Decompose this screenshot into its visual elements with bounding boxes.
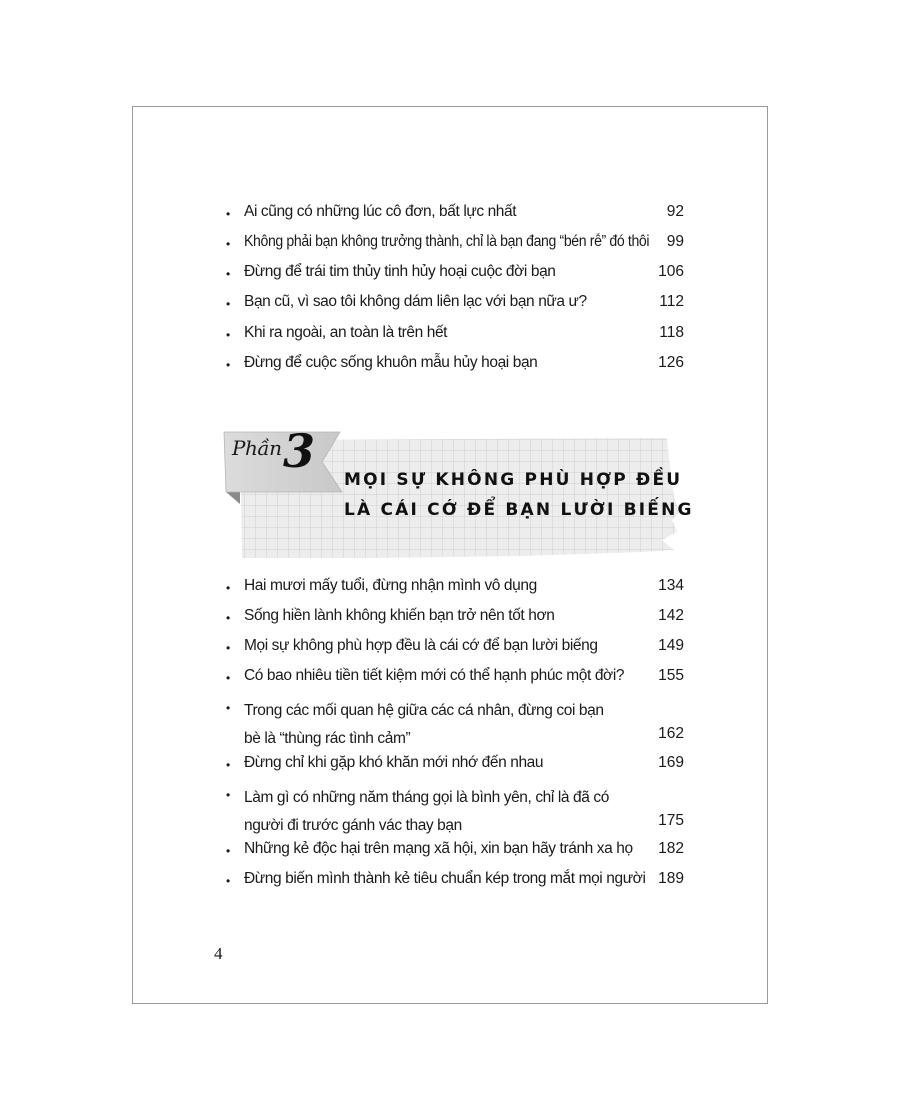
toc-item-title: Không phải bạn không trưởng thành, chỉ là bạn đang “bén rễ” đó thôi: [244, 233, 650, 250]
bullet-icon: •: [226, 328, 231, 342]
toc-item-page: 106: [658, 263, 684, 280]
toc-item-title: Bạn cũ, vì sao tôi không dám liên lạc với bạn nữa ư?: [244, 293, 587, 310]
toc-item-title: Trong các mối quan hệ giữa các cá nhân, đừng coi bạn bè là “thùng rác tình cảm”: [244, 702, 604, 747]
toc-item-title: Đừng để cuộc sống khuôn mẫu hủy hoại bạn: [244, 354, 538, 371]
toc-item-page: 175: [658, 812, 684, 829]
part-title-line2: LÀ CÁI CỚ ĐỂ BẠN LƯỜI BIẾNG: [344, 500, 694, 520]
toc-item: [226, 838, 686, 866]
bullet-icon: •: [226, 874, 231, 888]
bullet-icon: •: [226, 358, 231, 372]
part-label: Phần: [232, 436, 282, 460]
toc-item: [226, 665, 686, 693]
part-number: 3: [283, 424, 316, 478]
page-number: 4: [214, 944, 223, 963]
toc-item-title: Làm gì có những năm tháng gọi là bình yên, chỉ là đã có người đi trước gánh vác thay bạn: [244, 789, 609, 834]
toc-item: [226, 605, 686, 633]
toc-item: [226, 695, 686, 753]
toc-item-title: Sống hiền lành không khiến bạn trở nên tốt hơn: [244, 607, 555, 624]
toc-item-page: 92: [666, 203, 684, 220]
toc-item: [226, 782, 686, 840]
toc-item: [226, 322, 686, 350]
bullet-icon: •: [226, 207, 231, 221]
toc-item: [226, 635, 686, 663]
bullet-icon: •: [226, 701, 231, 715]
toc-item-title: Khi ra ngoài, an toàn là trên hết: [244, 324, 448, 341]
bullet-icon: •: [226, 581, 231, 595]
toc-item: [226, 352, 686, 380]
toc-item-title: Mọi sự không phù hợp đều là cái cớ để bạn lười biếng: [244, 637, 598, 654]
toc-item: [226, 291, 686, 319]
bullet-icon: •: [226, 758, 231, 772]
toc-item-page: 189: [658, 870, 684, 887]
bullet-icon: •: [226, 671, 231, 685]
part-title-line1: MỌI SỰ KHÔNG PHÙ HỢP ĐỀU: [344, 470, 683, 490]
toc-item-page: 126: [658, 354, 684, 371]
toc-item-page: 155: [658, 667, 684, 684]
toc-item: [226, 231, 686, 259]
bullet-icon: •: [226, 237, 231, 251]
toc-item: [226, 868, 686, 896]
toc-item-title: Có bao nhiêu tiền tiết kiệm mới có thể hạnh phúc một đời?: [244, 667, 625, 684]
bullet-icon: •: [226, 267, 231, 281]
bullet-icon: •: [226, 297, 231, 311]
toc-item-page: 99: [666, 233, 684, 250]
toc-item-page: 149: [658, 637, 684, 654]
toc-item: [226, 752, 686, 780]
toc-item-title: Những kẻ độc hại trên mạng xã hội, xin bạn hãy tránh xa họ: [244, 840, 633, 857]
toc-item-page: 182: [658, 840, 684, 857]
toc-item: [226, 261, 686, 289]
toc-item-page: 134: [658, 577, 684, 594]
toc-item-page: 162: [658, 725, 684, 742]
toc-item-title: Đừng chỉ khi gặp khó khăn mới nhớ đến nhau: [244, 754, 544, 771]
toc-item: [226, 575, 686, 603]
bullet-icon: •: [226, 788, 231, 802]
toc-item-title: Ai cũng có những lúc cô đơn, bất lực nhất: [244, 203, 517, 220]
toc-item-title: Hai mươi mấy tuổi, đừng nhận mình vô dụng: [244, 577, 537, 594]
toc-item-page: 169: [658, 754, 684, 771]
toc-item-page: 118: [659, 324, 684, 341]
bullet-icon: •: [226, 844, 231, 858]
toc-item-title: Đừng biến mình thành kẻ tiêu chuẩn kép trong mắt mọi người: [244, 870, 646, 887]
bullet-icon: •: [226, 641, 231, 655]
toc-item: [226, 201, 686, 229]
toc-item-title: Đừng để trái tim thủy tinh hủy hoại cuộc đời bạn: [244, 263, 556, 280]
toc-item-page: 112: [659, 293, 684, 310]
toc-item-page: 142: [658, 607, 684, 624]
bullet-icon: •: [226, 611, 231, 625]
